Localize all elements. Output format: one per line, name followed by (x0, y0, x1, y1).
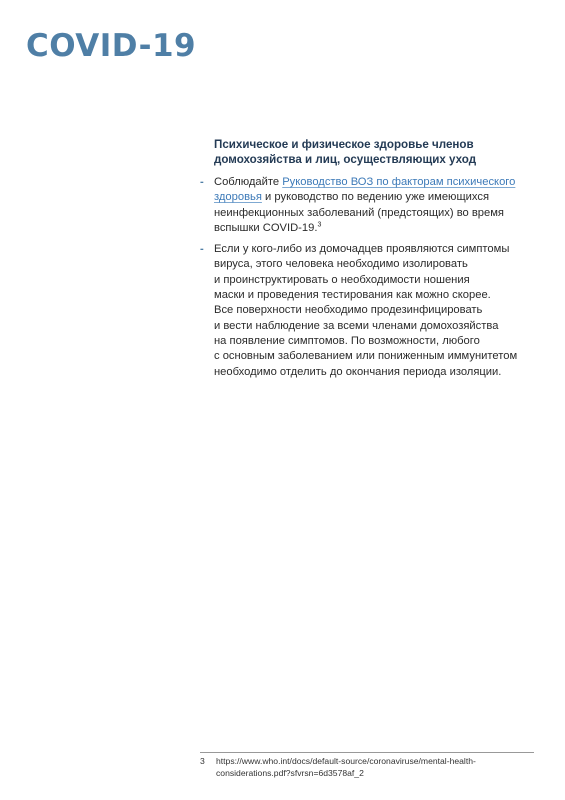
bullet-line: маски и проведения тестирования как можно скорее. (214, 289, 491, 302)
bullet-line: с основным заболеванием или пониженным иммунитетом (214, 350, 518, 363)
bullet-line: Все поверхности необходимо продезинфицировать (214, 304, 483, 317)
bullet-line (214, 190, 544, 205)
footnote-reference[interactable]: 3 (317, 221, 322, 229)
section-heading-line: Психическое и физическое здоровье членов (214, 138, 474, 151)
bullet-line: и вести наблюдение за всеми членами домохозяйства (214, 319, 499, 332)
bullet-line: Если у кого-либо из домочадцев проявляются симптомы (214, 243, 510, 256)
section-heading (214, 137, 544, 167)
bullet-item-isolation (200, 242, 544, 380)
bullet-line: на появление симптомов. По возможности, любого (214, 334, 480, 347)
footnote-url[interactable] (216, 756, 476, 779)
bullet-line: неинфекционных заболеваний (предстоящих) во время (214, 206, 504, 219)
footnote-line: https://www.who.int/docs/default-source/coronaviruse/mental-health- (216, 756, 476, 766)
bullet-line: вируса, этого человека необходимо изолировать (214, 258, 468, 271)
bullet-text: Соблюдайте (214, 176, 283, 188)
bullet-list (200, 175, 544, 380)
bullet-marker-icon: - (200, 243, 204, 256)
footnote-divider (200, 752, 534, 753)
bullet-text: вспышки COVID-19. (214, 221, 318, 234)
section-heading-line: домохозяйства и лиц, осуществляющих уход (214, 153, 477, 166)
bullet-text: и руководство по ведению уже имеющихся (261, 191, 490, 204)
who-guidance-link[interactable]: Руководство ВОЗ по факторам психического (282, 176, 516, 188)
bullet-line: и проинструктировать о необходимости ношения (214, 273, 470, 286)
bullet-line (214, 221, 544, 236)
footnote-number: 3 (200, 756, 205, 766)
bullet-item-who-guidance (200, 175, 544, 236)
footnote-line: considerations.pdf?sfvrsn=6d3578af_2 (216, 767, 364, 778)
content-section (200, 137, 544, 386)
bullet-line (214, 175, 544, 190)
page-title: COVID-19 (26, 28, 197, 64)
bullet-marker-icon: - (200, 176, 204, 188)
bullet-line: необходимо отделить до окончания периода изоляции. (214, 365, 502, 378)
who-guidance-link-continued[interactable]: здоровья (214, 191, 262, 204)
